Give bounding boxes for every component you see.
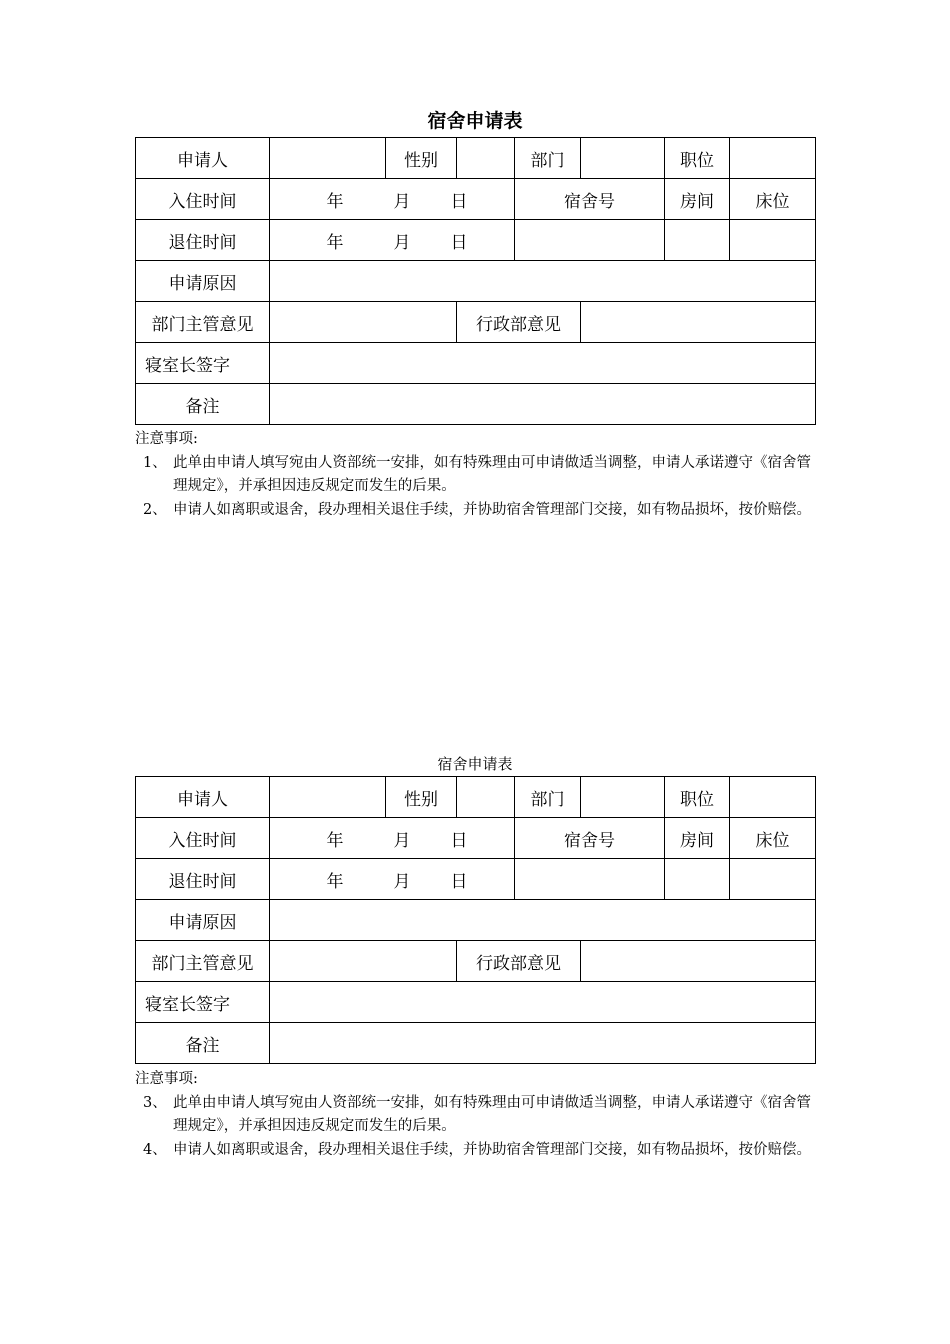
note-item <box>135 1139 825 1163</box>
checkout-date-field[interactable] <box>270 859 515 900</box>
label-position: 职位 <box>665 777 730 818</box>
label-applicant: 申请人 <box>136 777 270 818</box>
dorm-no-field[interactable] <box>515 220 665 261</box>
row-opinions <box>136 941 816 982</box>
label-checkin-time: 入住时间 <box>136 818 270 859</box>
label-remarks: 备注 <box>136 384 270 425</box>
row-remarks <box>136 1023 816 1064</box>
label-gender: 性别 <box>386 777 457 818</box>
row-checkout <box>136 859 816 900</box>
note-text: 此单由申请人填写宛由人资部统一安排，如有特殊理由可申请做适当调整，申请人承诺遵守《宿舍管理规定》，并承担因违反规定而发生的后果。 <box>173 1094 811 1134</box>
applicant-field[interactable] <box>270 777 386 818</box>
room-field[interactable] <box>665 859 730 900</box>
dorm-leader-signature-field[interactable] <box>270 982 816 1023</box>
reason-field[interactable] <box>270 900 816 941</box>
year-label: 年 <box>326 830 344 851</box>
label-department: 部门 <box>515 138 581 179</box>
row-checkin <box>136 818 816 859</box>
form-title: 宿舍申请表 <box>437 755 513 773</box>
month-label: 月 <box>393 830 411 851</box>
label-dorm-leader-signature: 寝室长签字 <box>136 343 270 384</box>
row-reason <box>136 261 816 302</box>
admin-opinion-field[interactable] <box>581 302 816 343</box>
label-remarks: 备注 <box>136 1023 270 1064</box>
label-reason: 申请原因 <box>136 261 270 302</box>
dept-supervisor-opinion-field[interactable] <box>270 941 457 982</box>
label-dorm-no: 宿舍号 <box>515 818 665 859</box>
label-room: 房间 <box>665 818 730 859</box>
label-checkout-time: 退住时间 <box>136 220 270 261</box>
form-title: 宿舍申请表 <box>427 110 523 132</box>
label-position: 职位 <box>665 138 730 179</box>
label-checkin-time: 入住时间 <box>136 179 270 220</box>
year-label: 年 <box>326 871 344 892</box>
label-reason: 申请原因 <box>136 900 270 941</box>
checkin-date-field[interactable] <box>270 818 515 859</box>
application-table <box>135 137 816 425</box>
note-item <box>135 452 825 499</box>
applicant-field[interactable] <box>270 138 386 179</box>
note-text: 申请人如离职或退舍，段办理相关退住手续，并协助宿舍管理部门交接，如有物品损坏，按价赔偿。 <box>173 501 811 518</box>
row-opinions <box>136 302 816 343</box>
notes-section-1 <box>135 428 825 522</box>
row-reason <box>136 900 816 941</box>
label-dorm-leader-signature: 寝室长签字 <box>136 982 270 1023</box>
dorm-leader-signature-field[interactable] <box>270 343 816 384</box>
notes-section-2 <box>135 1068 825 1162</box>
note-item <box>135 499 825 523</box>
note-text: 申请人如离职或退舍，段办理相关退住手续，并协助宿舍管理部门交接，如有物品损坏，按价赔偿。 <box>173 1141 811 1158</box>
label-checkout-time: 退住时间 <box>136 859 270 900</box>
department-field[interactable] <box>581 777 665 818</box>
year-label: 年 <box>326 232 344 253</box>
day-label: 日 <box>450 871 468 892</box>
room-field[interactable] <box>665 220 730 261</box>
dept-supervisor-opinion-field[interactable] <box>270 302 457 343</box>
label-applicant: 申请人 <box>136 138 270 179</box>
month-label: 月 <box>393 191 411 212</box>
department-field[interactable] <box>581 138 665 179</box>
application-table <box>135 776 816 1064</box>
note-number: 1、 <box>143 454 167 471</box>
position-field[interactable] <box>730 138 816 179</box>
note-number: 4、 <box>143 1141 167 1158</box>
remarks-field[interactable] <box>270 1023 816 1064</box>
reason-field[interactable] <box>270 261 816 302</box>
bed-field[interactable] <box>730 220 816 261</box>
label-bed: 床位 <box>730 179 816 220</box>
remarks-field[interactable] <box>270 384 816 425</box>
note-number: 3、 <box>143 1094 167 1111</box>
month-label: 月 <box>393 871 411 892</box>
day-label: 日 <box>450 830 468 851</box>
label-admin-opinion: 行政部意见 <box>457 941 581 982</box>
year-label: 年 <box>326 191 344 212</box>
row-signature <box>136 343 816 384</box>
label-room: 房间 <box>665 179 730 220</box>
gender-field[interactable] <box>457 777 515 818</box>
label-gender: 性别 <box>386 138 457 179</box>
position-field[interactable] <box>730 777 816 818</box>
admin-opinion-field[interactable] <box>581 941 816 982</box>
gender-field[interactable] <box>457 138 515 179</box>
row-signature <box>136 982 816 1023</box>
label-dorm-no: 宿舍号 <box>515 179 665 220</box>
label-dept-supervisor-opinion: 部门主管意见 <box>136 941 270 982</box>
note-number: 2、 <box>143 501 167 518</box>
row-applicant <box>136 138 816 179</box>
month-label: 月 <box>393 232 411 253</box>
label-department: 部门 <box>515 777 581 818</box>
day-label: 日 <box>450 191 468 212</box>
label-dept-supervisor-opinion: 部门主管意见 <box>136 302 270 343</box>
checkout-date-field[interactable] <box>270 220 515 261</box>
day-label: 日 <box>450 232 468 253</box>
label-admin-opinion: 行政部意见 <box>457 302 581 343</box>
checkin-date-field[interactable] <box>270 179 515 220</box>
note-item <box>135 1092 825 1139</box>
notes-heading: 注意事项: <box>135 1071 198 1087</box>
dorm-application-form-2 <box>135 755 815 1064</box>
row-remarks <box>136 384 816 425</box>
label-bed: 床位 <box>730 818 816 859</box>
row-checkout <box>136 220 816 261</box>
dorm-application-form-1 <box>135 110 815 425</box>
dorm-no-field[interactable] <box>515 859 665 900</box>
notes-heading: 注意事项: <box>135 431 198 447</box>
bed-field[interactable] <box>730 859 816 900</box>
row-checkin <box>136 179 816 220</box>
row-applicant <box>136 777 816 818</box>
note-text: 此单由申请人填写宛由人资部统一安排，如有特殊理由可申请做适当调整，申请人承诺遵守《宿舍管理规定》，并承担因违反规定而发生的后果。 <box>173 454 811 494</box>
